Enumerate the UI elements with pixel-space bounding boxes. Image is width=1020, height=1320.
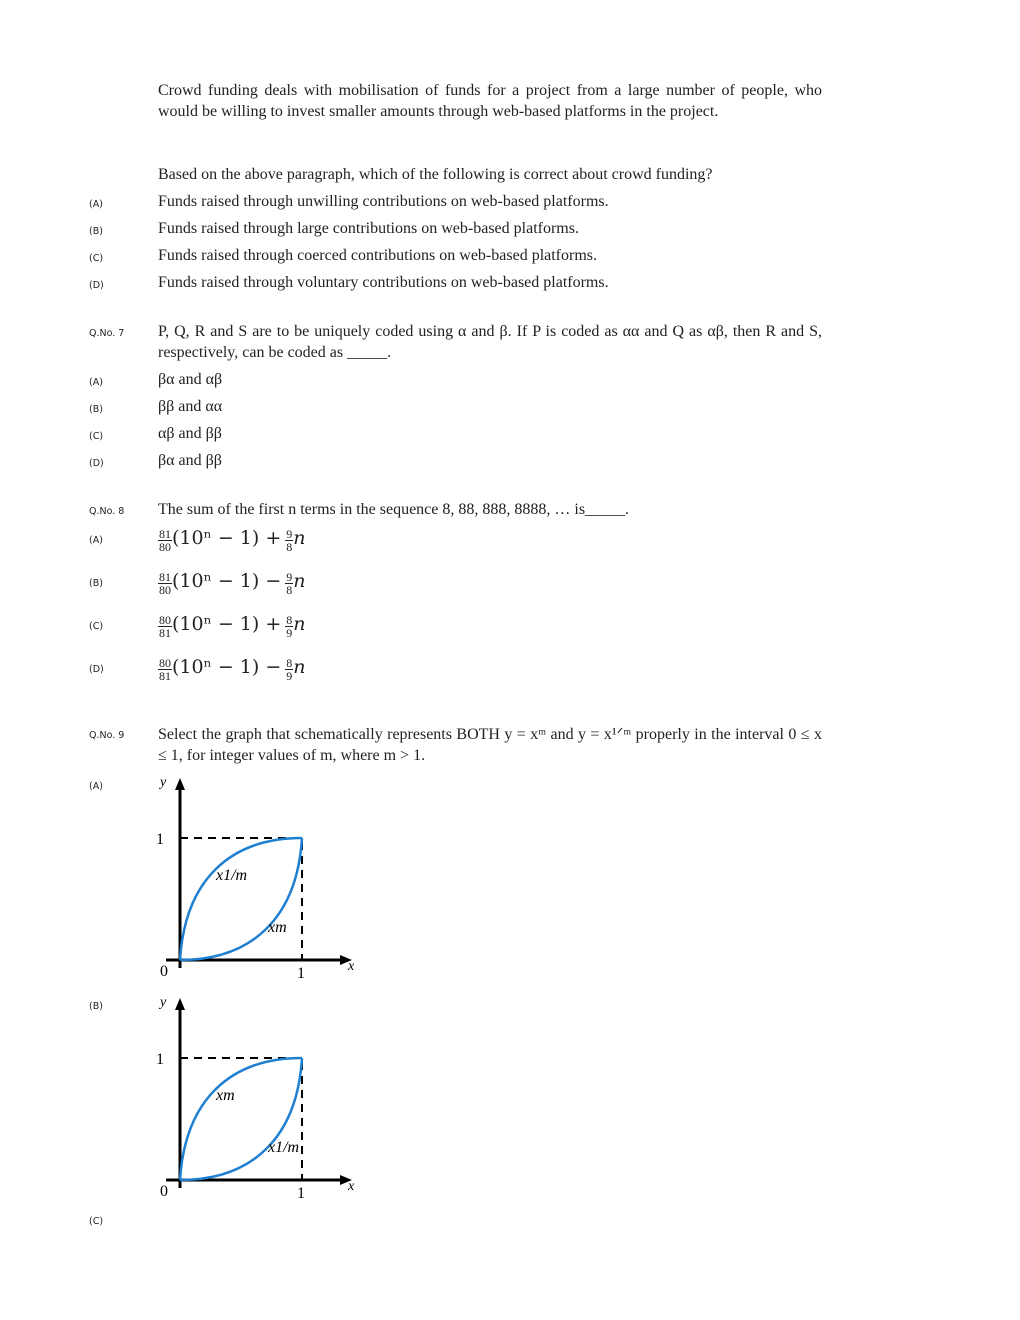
q7-option-b[interactable]: ββ and αα	[158, 398, 223, 415]
q7-number: Q.No. 7	[89, 328, 125, 339]
q7-option-c[interactable]: αβ and ββ	[158, 425, 222, 442]
option-label: (C)	[89, 1216, 104, 1227]
fraction	[158, 571, 172, 596]
q8-option-c[interactable]	[158, 613, 306, 639]
option-label: (A)	[89, 535, 103, 546]
q6-option-c[interactable]: Funds raised through coerced contributions on web-based platforms.	[158, 247, 598, 264]
origin-label: 0	[160, 1183, 168, 1200]
passage: Crowd funding deals with mobilisation of funds for a project from a large number of people, who would be willing to invest smaller amounts through web-based platforms in the project.	[158, 82, 822, 120]
denominator: 80	[159, 539, 171, 554]
option-label: (C)	[89, 431, 104, 442]
y-axis-label: y	[160, 995, 167, 1010]
option-label: (C)	[89, 253, 104, 264]
variable: n	[293, 527, 306, 549]
y-arrow-icon	[175, 998, 185, 1010]
lower-curve-label: x1/m	[268, 1139, 300, 1156]
upper-curve	[180, 1058, 302, 1180]
option-label: (B)	[89, 1001, 103, 1012]
q8-question: The sum of the first n terms in the sequence 8, 88, 888, 8888, … is_____.	[158, 501, 630, 518]
denominator: 81	[159, 625, 171, 640]
numerator: 80	[159, 655, 171, 670]
denominator: 9	[286, 668, 293, 683]
x-axis-label: x	[348, 1179, 355, 1194]
variable: n	[293, 570, 306, 592]
numerator: 8	[286, 655, 293, 670]
lower-curve	[180, 838, 302, 960]
lower-curve	[180, 1058, 302, 1180]
denominator: 8	[286, 539, 293, 554]
numerator: 81	[159, 526, 171, 541]
tick-one-y: 1	[156, 1051, 164, 1068]
q6-option-a[interactable]: Funds raised through unwilling contributions on web-based platforms.	[158, 193, 609, 210]
fraction	[158, 657, 172, 682]
q7-question: P, Q, R and S are to be uniquely coded using α and β. If P is coded as αα and Q as αβ, then R and S, respectively, can be coded as _____.	[158, 323, 822, 361]
option-label: (D)	[89, 458, 104, 469]
option-label: (B)	[89, 226, 103, 237]
option-label: (B)	[89, 578, 103, 589]
expression: (10ⁿ − 1) +	[172, 613, 282, 635]
expression: (10ⁿ − 1) −	[172, 656, 282, 678]
option-label: (A)	[89, 781, 103, 792]
q7-option-d[interactable]: βα and ββ	[158, 452, 222, 469]
fraction	[158, 614, 172, 639]
tick-one-x: 1	[297, 965, 305, 982]
option-label: (B)	[89, 404, 103, 415]
option-label: (D)	[89, 664, 104, 675]
denominator: 80	[159, 582, 171, 597]
q6-option-b[interactable]: Funds raised through large contributions on web-based platforms.	[158, 220, 579, 237]
variable: n	[293, 656, 306, 678]
tick-one-x: 1	[297, 1185, 305, 1202]
expression: (10ⁿ − 1) +	[172, 527, 282, 549]
q9-number: Q.No. 9	[89, 730, 125, 741]
lower-curve-label: xm	[268, 919, 287, 936]
q8-option-d[interactable]	[158, 656, 306, 682]
upper-curve-label: xm	[216, 1087, 235, 1104]
q6-option-d[interactable]: Funds raised through voluntary contributions on web-based platforms.	[158, 274, 609, 291]
option-label: (A)	[89, 199, 103, 210]
upper-curve	[180, 838, 302, 960]
upper-curve-label: x1/m	[216, 867, 248, 884]
numerator: 80	[159, 612, 171, 627]
q7-option-a[interactable]: βα and αβ	[158, 371, 223, 388]
expression: (10ⁿ − 1) −	[172, 570, 282, 592]
q9-graph-a[interactable]	[150, 770, 370, 990]
y-axis-label: y	[160, 775, 167, 790]
numerator: 81	[159, 569, 171, 584]
dashed-guide	[180, 838, 302, 960]
q8-option-b[interactable]	[158, 570, 306, 596]
x-axis-label: x	[348, 959, 355, 974]
tick-one-y: 1	[156, 831, 164, 848]
numerator: 8	[286, 612, 293, 627]
denominator: 8	[286, 582, 293, 597]
denominator: 81	[159, 668, 171, 683]
variable: n	[293, 613, 306, 635]
option-label: (A)	[89, 377, 103, 388]
numerator: 9	[286, 526, 293, 541]
q8-number: Q.No. 8	[89, 506, 125, 517]
origin-label: 0	[160, 963, 168, 980]
dashed-guide	[180, 1058, 302, 1180]
denominator: 9	[286, 625, 293, 640]
q8-option-a[interactable]	[158, 527, 306, 553]
option-label: (C)	[89, 621, 104, 632]
y-arrow-icon	[175, 778, 185, 790]
numerator: 9	[286, 569, 293, 584]
option-label: (D)	[89, 280, 104, 291]
q9-question: Select the graph that schematically represents BOTH y = xᵐ and y = x¹ᐟᵐ properly in the interval 0 ≤ x ≤ 1, for integer values of m, where m > 1.	[158, 726, 822, 764]
q9-graph-b[interactable]	[150, 990, 370, 1210]
fraction	[158, 528, 172, 553]
q6-question: Based on the above paragraph, which of the following is correct about crowd funding?	[158, 166, 713, 183]
